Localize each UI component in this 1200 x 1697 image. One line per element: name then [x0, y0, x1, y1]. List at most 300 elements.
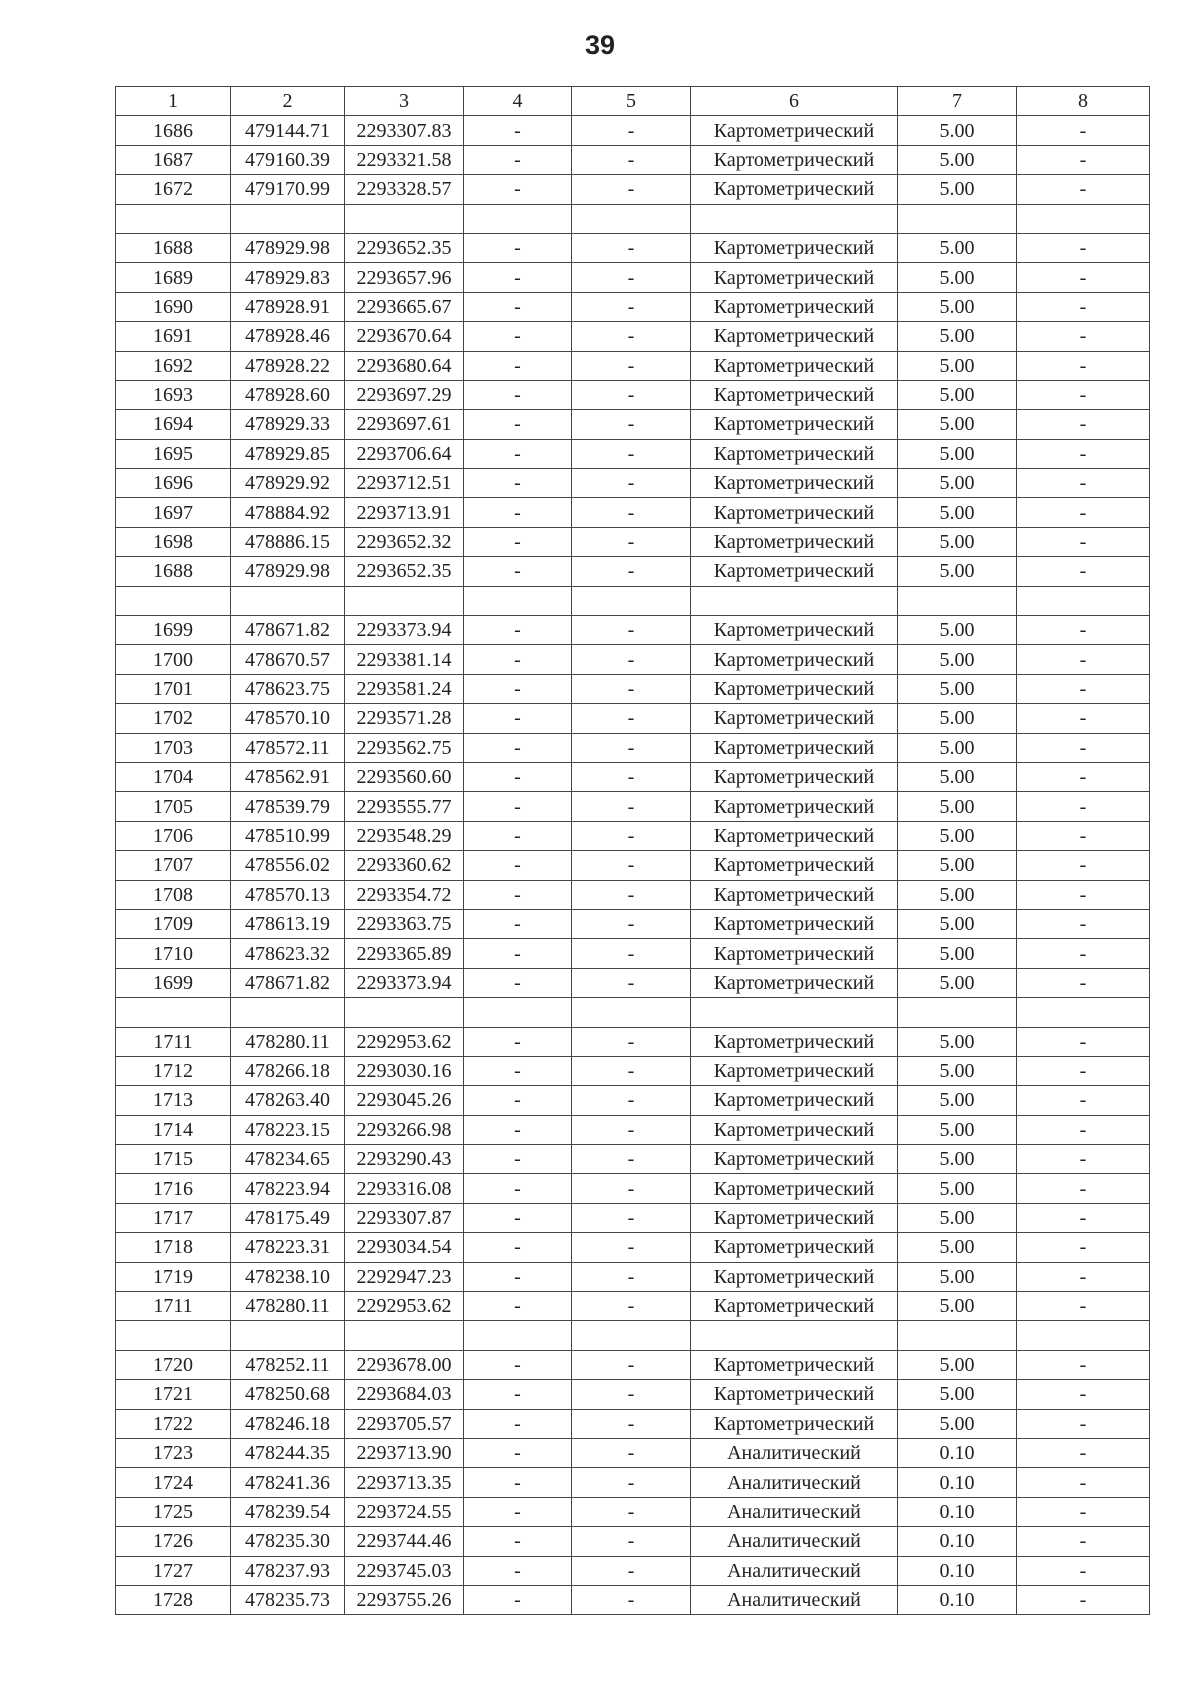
column-header-5: 5 [572, 87, 691, 116]
table-cell: - [464, 1292, 572, 1321]
table-cell: 478237.93 [231, 1556, 345, 1585]
table-cell: Картометрический [691, 1145, 898, 1174]
table-cell: - [1017, 939, 1150, 968]
table-cell: 2293657.96 [345, 263, 464, 292]
table-cell: 5.00 [898, 674, 1017, 703]
table-cell: 1700 [116, 645, 231, 674]
table-cell: 1711 [116, 1027, 231, 1056]
table-cell: 2293665.67 [345, 292, 464, 321]
table-cell: 1712 [116, 1056, 231, 1085]
table-cell [1017, 1321, 1150, 1350]
table-cell: - [572, 762, 691, 791]
table-cell: 478246.18 [231, 1409, 345, 1438]
table-row [116, 909, 1150, 938]
table-cell: 478223.94 [231, 1174, 345, 1203]
table-cell: 5.00 [898, 616, 1017, 645]
table-cell: - [1017, 1468, 1150, 1497]
table-cell: Аналитический [691, 1556, 898, 1585]
table-cell: Картометрический [691, 792, 898, 821]
table-cell: - [1017, 733, 1150, 762]
table-cell: - [464, 1174, 572, 1203]
table-cell: - [1017, 175, 1150, 204]
table-row [116, 175, 1150, 204]
table-cell: - [1017, 792, 1150, 821]
table-cell: - [464, 233, 572, 262]
table-cell: 478570.10 [231, 704, 345, 733]
table-cell: Картометрический [691, 1174, 898, 1203]
table-row [116, 1527, 1150, 1556]
table-row [116, 1174, 1150, 1203]
table-row [116, 733, 1150, 762]
table-cell: - [1017, 439, 1150, 468]
table-cell: 2293030.16 [345, 1056, 464, 1085]
table-cell: 5.00 [898, 1027, 1017, 1056]
table-cell: 1694 [116, 410, 231, 439]
table-row [116, 1027, 1150, 1056]
table-cell: - [464, 410, 572, 439]
table-cell: 1695 [116, 439, 231, 468]
table-cell: 5.00 [898, 322, 1017, 351]
table-row [116, 674, 1150, 703]
table-cell: - [464, 968, 572, 997]
table-cell: Картометрический [691, 175, 898, 204]
table-cell: - [572, 439, 691, 468]
table-cell: - [572, 1233, 691, 1262]
table-cell: - [464, 263, 572, 292]
table-cell: 2293713.91 [345, 498, 464, 527]
table-cell: 1713 [116, 1086, 231, 1115]
table-row [116, 557, 1150, 586]
table-cell: - [464, 175, 572, 204]
table-cell: 478223.15 [231, 1115, 345, 1144]
table-row [116, 939, 1150, 968]
table-cell: - [572, 145, 691, 174]
table-cell: 0.10 [898, 1468, 1017, 1497]
table-cell: 1724 [116, 1468, 231, 1497]
table-cell: 1726 [116, 1527, 231, 1556]
table-cell [464, 1321, 572, 1350]
table-cell: - [464, 733, 572, 762]
table-cell: 2293266.98 [345, 1115, 464, 1144]
table-cell: 1688 [116, 233, 231, 262]
table-cell: - [1017, 674, 1150, 703]
table-cell: - [572, 939, 691, 968]
table-cell: 5.00 [898, 1174, 1017, 1203]
table-cell: - [1017, 469, 1150, 498]
table-cell: 5.00 [898, 1115, 1017, 1144]
table-cell: 2293373.94 [345, 968, 464, 997]
table-cell: Картометрический [691, 1292, 898, 1321]
table-cell: 5.00 [898, 851, 1017, 880]
table-cell: - [1017, 1527, 1150, 1556]
table-cell: 2293652.35 [345, 557, 464, 586]
table-cell: - [1017, 762, 1150, 791]
table-cell: - [1017, 380, 1150, 409]
table-cell: Картометрический [691, 821, 898, 850]
table-row [116, 1086, 1150, 1115]
table-cell [345, 204, 464, 233]
table-cell: - [464, 1262, 572, 1291]
table-cell [691, 1321, 898, 1350]
table-cell: - [572, 733, 691, 762]
table-cell: 479144.71 [231, 116, 345, 145]
table-cell: 0.10 [898, 1556, 1017, 1585]
table-cell: Аналитический [691, 1497, 898, 1526]
table-cell: 1725 [116, 1497, 231, 1526]
table-cell: - [464, 351, 572, 380]
table-cell: Картометрический [691, 1056, 898, 1085]
table-cell [231, 204, 345, 233]
table-cell: 1707 [116, 851, 231, 880]
table-cell: 5.00 [898, 410, 1017, 439]
column-header-1: 1 [116, 87, 231, 116]
table-cell: 478241.36 [231, 1468, 345, 1497]
table-cell: 5.00 [898, 439, 1017, 468]
table-cell: - [1017, 851, 1150, 880]
table-cell: Аналитический [691, 1438, 898, 1467]
table-cell: - [464, 792, 572, 821]
table-row [116, 1056, 1150, 1085]
table-cell: 1699 [116, 968, 231, 997]
table-cell: 5.00 [898, 1262, 1017, 1291]
page-number: 39 [584, 30, 616, 60]
table-cell: Картометрический [691, 263, 898, 292]
table-cell [572, 586, 691, 615]
table-cell: - [1017, 704, 1150, 733]
table-cell: 2293705.57 [345, 1409, 464, 1438]
table-cell: - [464, 439, 572, 468]
table-cell [116, 998, 231, 1027]
table-cell: 1699 [116, 616, 231, 645]
table-cell: Картометрический [691, 145, 898, 174]
table-cell: Аналитический [691, 1468, 898, 1497]
table-cell: 0.10 [898, 1527, 1017, 1556]
table-cell: 478929.85 [231, 439, 345, 468]
table-cell: 478929.98 [231, 233, 345, 262]
table-cell: - [572, 175, 691, 204]
table-cell: - [1017, 1380, 1150, 1409]
table-cell: - [464, 821, 572, 850]
table-cell: 5.00 [898, 380, 1017, 409]
table-cell: 2293697.61 [345, 410, 464, 439]
table-cell: Картометрический [691, 410, 898, 439]
table-cell: 2293755.26 [345, 1585, 464, 1614]
table-cell: 478929.92 [231, 469, 345, 498]
table-cell: Картометрический [691, 322, 898, 351]
table-cell: 5.00 [898, 821, 1017, 850]
table-cell [572, 204, 691, 233]
table-cell: - [572, 1145, 691, 1174]
table-cell: 1717 [116, 1203, 231, 1232]
table-row [116, 263, 1150, 292]
table-cell: 5.00 [898, 645, 1017, 674]
table-cell: - [464, 557, 572, 586]
table-cell: 5.00 [898, 1292, 1017, 1321]
table-cell: - [464, 498, 572, 527]
table-cell: - [1017, 1174, 1150, 1203]
table-cell: 5.00 [898, 1203, 1017, 1232]
table-row [116, 1468, 1150, 1497]
table-cell: - [464, 762, 572, 791]
table-cell: - [464, 1056, 572, 1085]
table-cell: 1701 [116, 674, 231, 703]
table-cell: 1686 [116, 116, 231, 145]
table-cell: - [464, 616, 572, 645]
table-cell: Картометрический [691, 968, 898, 997]
table-cell: - [464, 880, 572, 909]
table-cell: 5.00 [898, 263, 1017, 292]
table-cell: 5.00 [898, 939, 1017, 968]
table-cell [898, 586, 1017, 615]
table-cell: 5.00 [898, 116, 1017, 145]
table-cell: 478238.10 [231, 1262, 345, 1291]
table-cell: - [464, 145, 572, 174]
table-cell: - [1017, 527, 1150, 556]
table-cell: - [1017, 1056, 1150, 1085]
table-cell: - [1017, 1497, 1150, 1526]
table-cell: - [572, 527, 691, 556]
table-cell: - [1017, 1086, 1150, 1115]
table-cell: Картометрический [691, 498, 898, 527]
table-cell: Картометрический [691, 1350, 898, 1379]
table-row [116, 116, 1150, 145]
table-cell: - [1017, 557, 1150, 586]
table-cell: Аналитический [691, 1527, 898, 1556]
table-cell: - [464, 1556, 572, 1585]
table-cell: Аналитический [691, 1585, 898, 1614]
table-cell: 478570.13 [231, 880, 345, 909]
table-cell [898, 1321, 1017, 1350]
table-cell: - [572, 1174, 691, 1203]
table-cell: 2293360.62 [345, 851, 464, 880]
table-cell: 2293354.72 [345, 880, 464, 909]
table-row [116, 1585, 1150, 1614]
table-cell: 478670.57 [231, 645, 345, 674]
table-cell: Картометрический [691, 880, 898, 909]
table-cell: 478266.18 [231, 1056, 345, 1085]
table-cell: 2293652.35 [345, 233, 464, 262]
column-header-3: 3 [345, 87, 464, 116]
table-cell: - [1017, 880, 1150, 909]
table-cell: - [1017, 1350, 1150, 1379]
table-cell [572, 1321, 691, 1350]
table-cell: - [464, 322, 572, 351]
table-cell: - [464, 1438, 572, 1467]
table-cell: 478263.40 [231, 1086, 345, 1115]
table-cell: - [464, 851, 572, 880]
table-cell: 5.00 [898, 968, 1017, 997]
table-cell: 479170.99 [231, 175, 345, 204]
table-row [116, 380, 1150, 409]
table-cell: 5.00 [898, 1380, 1017, 1409]
table-cell: 1709 [116, 909, 231, 938]
table-row [116, 233, 1150, 262]
table-cell: 2293321.58 [345, 145, 464, 174]
table-cell: - [1017, 292, 1150, 321]
table-cell: 2293744.46 [345, 1527, 464, 1556]
table-cell: - [1017, 1409, 1150, 1438]
table-cell: - [1017, 909, 1150, 938]
table-cell: 2293713.35 [345, 1468, 464, 1497]
table-row [116, 704, 1150, 733]
table-cell: Картометрический [691, 1233, 898, 1262]
table-cell: 5.00 [898, 733, 1017, 762]
table-cell: 478613.19 [231, 909, 345, 938]
table-cell: Картометрический [691, 557, 898, 586]
table-cell: 478623.32 [231, 939, 345, 968]
table-cell: - [464, 380, 572, 409]
table-cell: - [572, 1409, 691, 1438]
table-cell: 5.00 [898, 880, 1017, 909]
table-cell: 2292947.23 [345, 1262, 464, 1291]
table-cell: 1693 [116, 380, 231, 409]
table-cell [691, 998, 898, 1027]
table-cell: 2293548.29 [345, 821, 464, 850]
table-cell: - [1017, 645, 1150, 674]
table-cell: - [572, 968, 691, 997]
table-cell: Картометрический [691, 851, 898, 880]
table-cell: - [572, 1292, 691, 1321]
table-row [116, 1380, 1150, 1409]
table-cell: - [572, 263, 691, 292]
table-header-row [116, 87, 1150, 116]
table-cell: Картометрический [691, 1027, 898, 1056]
table-cell: Картометрический [691, 351, 898, 380]
table-cell: 478572.11 [231, 733, 345, 762]
table-row [116, 1203, 1150, 1232]
table-cell: 1689 [116, 263, 231, 292]
table-cell: - [1017, 1203, 1150, 1232]
table-cell [345, 998, 464, 1027]
table-cell: 1719 [116, 1262, 231, 1291]
table-cell [231, 1321, 345, 1350]
table-cell: Картометрический [691, 527, 898, 556]
table-cell: 2293571.28 [345, 704, 464, 733]
table-cell: - [1017, 1262, 1150, 1291]
table-cell: Картометрический [691, 292, 898, 321]
table-cell: - [572, 880, 691, 909]
table-cell: - [572, 116, 691, 145]
table-cell: 5.00 [898, 351, 1017, 380]
table-cell: 1697 [116, 498, 231, 527]
table-cell: Картометрический [691, 1086, 898, 1115]
coordinates-table [115, 86, 1150, 1615]
table-cell: 2292953.62 [345, 1292, 464, 1321]
table-cell: 1702 [116, 704, 231, 733]
table-cell: - [1017, 1027, 1150, 1056]
table-cell: - [464, 1409, 572, 1438]
table-cell: 1722 [116, 1409, 231, 1438]
table-cell: - [464, 1145, 572, 1174]
table-cell: - [572, 1497, 691, 1526]
table-cell: 478671.82 [231, 616, 345, 645]
table-cell: 1692 [116, 351, 231, 380]
table-cell: 5.00 [898, 145, 1017, 174]
table-cell: 2292953.62 [345, 1027, 464, 1056]
table-cell: - [572, 1380, 691, 1409]
table-cell: 2293307.83 [345, 116, 464, 145]
table-cell: 478539.79 [231, 792, 345, 821]
table-cell: - [572, 1115, 691, 1144]
table-cell: 1690 [116, 292, 231, 321]
table-cell: - [572, 1056, 691, 1085]
table-cell: 1721 [116, 1380, 231, 1409]
table-cell: 1710 [116, 939, 231, 968]
table-cell: - [1017, 233, 1150, 262]
table-cell: 478223.31 [231, 1233, 345, 1262]
table-cell: 478562.91 [231, 762, 345, 791]
table-cell: 2293328.57 [345, 175, 464, 204]
table-cell: 2293307.87 [345, 1203, 464, 1232]
table-cell: - [572, 1027, 691, 1056]
table-cell [691, 586, 898, 615]
table-cell: 1706 [116, 821, 231, 850]
table-cell: 2293555.77 [345, 792, 464, 821]
table-cell: 1703 [116, 733, 231, 762]
table-cell: 478928.91 [231, 292, 345, 321]
table-cell: - [572, 674, 691, 703]
table-cell: Картометрический [691, 233, 898, 262]
table-cell: - [572, 410, 691, 439]
table-cell: 2293316.08 [345, 1174, 464, 1203]
table-cell: - [464, 1497, 572, 1526]
table-cell: - [572, 233, 691, 262]
table-cell [898, 998, 1017, 1027]
table-cell: 478244.35 [231, 1438, 345, 1467]
table-cell: 1705 [116, 792, 231, 821]
table-row [116, 527, 1150, 556]
table-cell: - [1017, 616, 1150, 645]
table-cell: - [572, 322, 691, 351]
table-row [116, 292, 1150, 321]
table-cell: - [1017, 821, 1150, 850]
table-cell [345, 586, 464, 615]
table-cell: 1727 [116, 1556, 231, 1585]
table-row [116, 792, 1150, 821]
table-row [116, 498, 1150, 527]
table-cell: 478928.46 [231, 322, 345, 351]
table-cell: - [464, 1203, 572, 1232]
table-cell: 1711 [116, 1292, 231, 1321]
table-row [116, 851, 1150, 880]
table-row [116, 410, 1150, 439]
table-cell: - [464, 704, 572, 733]
table-cell: 478928.22 [231, 351, 345, 380]
table-row [116, 1497, 1150, 1526]
table-cell: - [1017, 410, 1150, 439]
table-cell: 1687 [116, 145, 231, 174]
table-cell: Картометрический [691, 380, 898, 409]
table-cell: Картометрический [691, 1115, 898, 1144]
table-cell: - [464, 939, 572, 968]
separator-row [116, 1321, 1150, 1350]
table-cell: 0.10 [898, 1438, 1017, 1467]
table-cell: 478250.68 [231, 1380, 345, 1409]
table-cell: - [1017, 498, 1150, 527]
table-cell: - [464, 1468, 572, 1497]
table-row [116, 821, 1150, 850]
table-cell: 5.00 [898, 469, 1017, 498]
table-cell: - [572, 1350, 691, 1379]
table-cell: Картометрический [691, 733, 898, 762]
table-cell: Картометрический [691, 909, 898, 938]
table-cell: 478235.30 [231, 1527, 345, 1556]
table-row [116, 1292, 1150, 1321]
table-cell: - [1017, 263, 1150, 292]
table-cell: - [572, 292, 691, 321]
table-cell: - [572, 351, 691, 380]
table-cell: Картометрический [691, 1262, 898, 1291]
